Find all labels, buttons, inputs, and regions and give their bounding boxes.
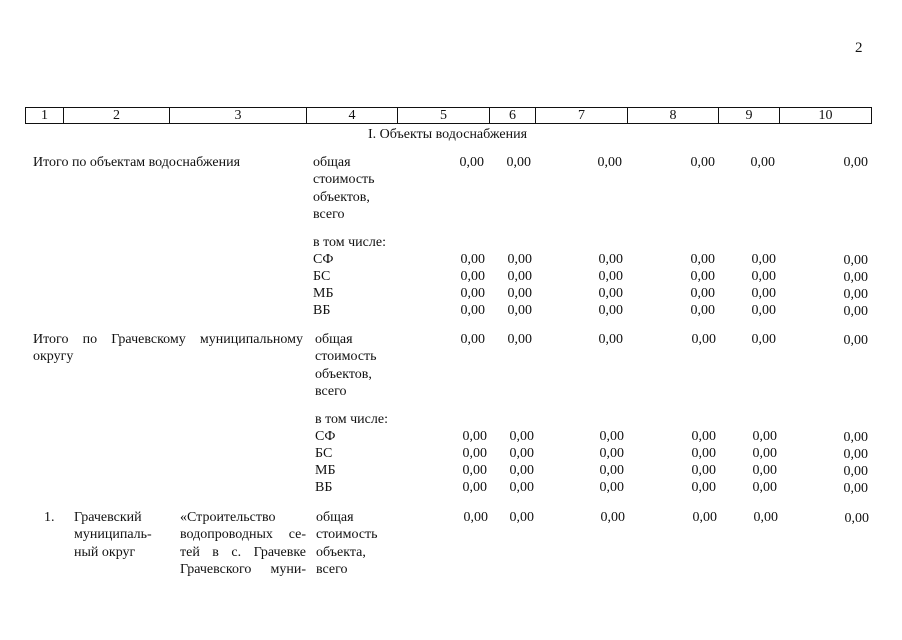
value-cell: 0,00 <box>751 303 776 318</box>
description-line: объектов, <box>313 189 370 205</box>
district-line: ный округ <box>74 544 136 560</box>
total-row-label-cont: округу <box>33 349 74 364</box>
item-description <box>316 509 378 578</box>
value-cell: 0,00 <box>599 463 624 478</box>
description-line: общая <box>315 332 353 347</box>
value-cell: 0,00 <box>751 286 776 301</box>
value-cell: 0,00 <box>462 429 487 444</box>
value-cell: 0,00 <box>507 252 532 267</box>
column-number: 6 <box>490 108 536 123</box>
value-cell: 0,00 <box>459 155 484 170</box>
value-cell: 0,00 <box>843 287 868 302</box>
description-line: стоимость <box>316 527 378 543</box>
value-cell: 0,00 <box>507 286 532 301</box>
value-cell: 0,00 <box>843 253 868 268</box>
value-cell: 0,00 <box>690 269 715 284</box>
column-number: 3 <box>170 108 307 123</box>
value-cell: 0,00 <box>460 252 485 267</box>
column-number: 5 <box>398 108 490 123</box>
fund-source-label: БС <box>315 446 333 461</box>
page-number: 2 <box>855 40 863 56</box>
value-cell: 0,00 <box>691 446 716 461</box>
value-cell: 0,00 <box>599 429 624 444</box>
value-cell: 0,00 <box>462 480 487 495</box>
fund-source-label: МБ <box>313 286 334 301</box>
value-cell: 0,00 <box>463 510 488 525</box>
value-cell: 0,00 <box>751 252 776 267</box>
value-cell: 0,00 <box>753 510 778 525</box>
column-number-header <box>25 107 872 124</box>
description-line: всего <box>316 561 348 577</box>
value-cell: 0,00 <box>843 333 868 348</box>
value-cell: 0,00 <box>843 481 868 496</box>
value-cell: 0,00 <box>752 446 777 461</box>
value-cell: 0,00 <box>460 269 485 284</box>
value-cell: 0,00 <box>691 429 716 444</box>
value-cell: 0,00 <box>599 446 624 461</box>
total-row-label: Итого по Грачевскому муниципальному <box>33 332 303 347</box>
value-cell: 0,00 <box>598 252 623 267</box>
value-cell: 0,00 <box>509 510 534 525</box>
section-title: I. Объекты водоснабжения <box>368 127 528 142</box>
value-cell: 0,00 <box>462 446 487 461</box>
value-cell: 0,00 <box>509 463 534 478</box>
column-number: 4 <box>307 108 398 123</box>
description-line: объекта, <box>316 544 366 560</box>
project-line: «Строительство <box>180 510 276 525</box>
value-cell: 0,00 <box>690 155 715 170</box>
value-cell: 0,00 <box>507 303 532 318</box>
column-number: 8 <box>628 108 719 123</box>
value-cell: 0,00 <box>462 463 487 478</box>
value-cell: 0,00 <box>843 447 868 462</box>
including-label: в том числе: <box>315 412 388 427</box>
value-cell: 0,00 <box>692 510 717 525</box>
district-line: муниципаль- <box>74 527 152 543</box>
value-cell: 0,00 <box>509 480 534 495</box>
value-cell: 0,00 <box>691 332 716 347</box>
value-cell: 0,00 <box>460 303 485 318</box>
value-cell: 0,00 <box>691 463 716 478</box>
description-line: общая <box>316 510 354 525</box>
value-cell: 0,00 <box>750 155 775 170</box>
project-line: водопроводных се- <box>180 527 306 543</box>
value-cell: 0,00 <box>599 480 624 495</box>
description-line: объектов, <box>315 366 372 382</box>
value-cell: 0,00 <box>506 155 531 170</box>
item-number: 1. <box>44 510 55 525</box>
total-row-label: Итого по объектам водоснабжения <box>33 155 241 170</box>
value-cell: 0,00 <box>751 332 776 347</box>
value-cell: 0,00 <box>600 510 625 525</box>
value-cell: 0,00 <box>843 430 868 445</box>
column-number: 1 <box>26 108 64 123</box>
project-line: тей в с. Грачевке <box>180 544 306 560</box>
value-cell: 0,00 <box>598 332 623 347</box>
description-line: стоимость <box>313 172 375 188</box>
total-row-description <box>313 154 375 223</box>
value-cell: 0,00 <box>691 480 716 495</box>
fund-source-label: МБ <box>315 463 336 478</box>
column-number: 10 <box>818 108 833 123</box>
value-cell: 0,00 <box>460 332 485 347</box>
fund-source-label: ВБ <box>315 480 333 495</box>
value-cell: 0,00 <box>598 269 623 284</box>
value-cell: 0,00 <box>843 270 868 285</box>
column-number: 9 <box>719 108 780 123</box>
project-line: Грачевского муни- <box>180 561 306 577</box>
value-cell: 0,00 <box>752 429 777 444</box>
description-line: всего <box>313 206 345 222</box>
value-cell: 0,00 <box>751 269 776 284</box>
item-project-name <box>180 509 306 578</box>
district-line: Грачевский <box>74 510 142 525</box>
column-number: 7 <box>536 108 628 123</box>
value-cell: 0,00 <box>597 155 622 170</box>
value-cell: 0,00 <box>598 303 623 318</box>
description-line: стоимость <box>315 349 377 365</box>
value-cell: 0,00 <box>690 252 715 267</box>
including-label: в том числе: <box>313 235 386 250</box>
fund-source-label: БС <box>313 269 331 284</box>
fund-source-label: СФ <box>313 252 334 267</box>
value-cell: 0,00 <box>843 155 868 170</box>
description-line: общая <box>313 155 351 170</box>
value-cell: 0,00 <box>690 303 715 318</box>
value-cell: 0,00 <box>460 286 485 301</box>
fund-source-label: СФ <box>315 429 336 444</box>
column-number: 2 <box>64 108 170 123</box>
value-cell: 0,00 <box>843 304 868 319</box>
value-cell: 0,00 <box>844 511 869 526</box>
value-cell: 0,00 <box>843 464 868 479</box>
value-cell: 0,00 <box>690 286 715 301</box>
description-line: всего <box>315 383 347 399</box>
value-cell: 0,00 <box>598 286 623 301</box>
value-cell: 0,00 <box>509 446 534 461</box>
value-cell: 0,00 <box>509 429 534 444</box>
fund-source-label: ВБ <box>313 303 331 318</box>
value-cell: 0,00 <box>507 332 532 347</box>
item-district <box>74 509 152 561</box>
value-cell: 0,00 <box>507 269 532 284</box>
total-row-description <box>315 331 377 400</box>
value-cell: 0,00 <box>752 480 777 495</box>
value-cell: 0,00 <box>752 463 777 478</box>
